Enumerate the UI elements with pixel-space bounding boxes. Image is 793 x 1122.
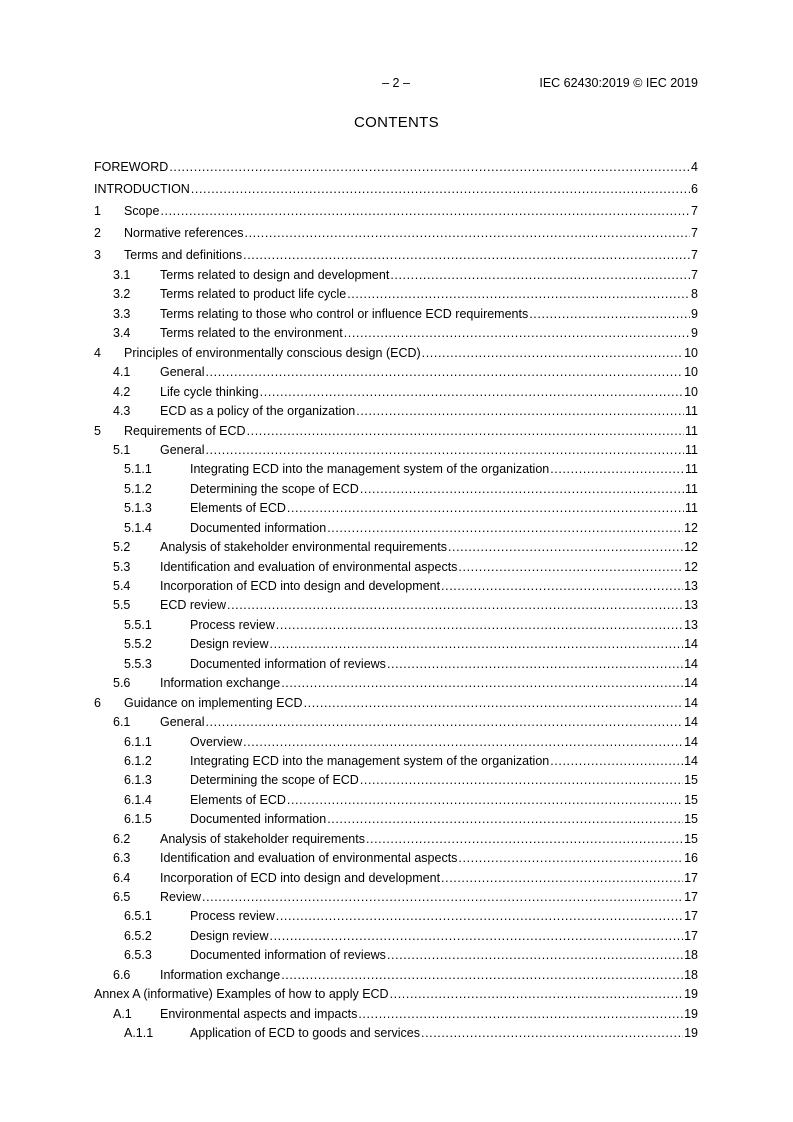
toc-entry[interactable] xyxy=(94,156,698,178)
toc-entry-page: 10 xyxy=(684,384,698,399)
toc-entry-number: 5.5.2 xyxy=(124,637,152,652)
page-header xyxy=(94,76,698,92)
toc-entry[interactable] xyxy=(94,363,698,382)
toc-entry[interactable] xyxy=(94,771,698,790)
toc-entry[interactable] xyxy=(94,849,698,868)
toc-entry[interactable] xyxy=(94,635,698,654)
toc-entry-title: Elements of ECD xyxy=(190,792,286,807)
toc-entry-page: 15 xyxy=(684,831,698,846)
toc-entry[interactable] xyxy=(94,655,698,674)
toc-leader-dots xyxy=(441,869,683,888)
toc-entry-title: ECD review xyxy=(160,598,226,613)
toc-entry-page: 19 xyxy=(684,1026,698,1041)
toc-entry-number: 6.1.3 xyxy=(124,773,152,788)
toc-entry-title: Elements of ECD xyxy=(190,501,286,516)
toc-entry-title: Design review xyxy=(190,637,269,652)
toc-leader-dots xyxy=(205,713,683,732)
toc-entry-title: Analysis of stakeholder environmental requirements xyxy=(160,540,447,555)
toc-entry[interactable] xyxy=(94,441,698,460)
toc-entry[interactable] xyxy=(94,499,698,518)
toc-leader-dots xyxy=(344,324,690,343)
toc-entry-number: 5.1.1 xyxy=(124,462,152,477)
toc-entry-page: 13 xyxy=(684,598,698,613)
toc-entry-page: 14 xyxy=(684,656,698,671)
toc-entry-title: General xyxy=(160,365,205,380)
toc-leader-dots xyxy=(390,266,690,285)
toc-entry[interactable] xyxy=(94,616,698,635)
toc-entry-title: Determining the scope of ECD xyxy=(190,773,359,788)
toc-entry-number: 4.3 xyxy=(113,404,131,419)
toc-entry[interactable] xyxy=(94,791,698,810)
toc-entry-number: 6 xyxy=(94,695,101,710)
toc-entry[interactable] xyxy=(94,558,698,577)
toc-leader-dots xyxy=(356,402,684,421)
toc-entry-page: 11 xyxy=(685,442,698,457)
toc-entry-number: 5.1.3 xyxy=(124,501,152,516)
toc-entry[interactable] xyxy=(94,538,698,557)
toc-entry-page: 12 xyxy=(684,559,698,574)
toc-leader-dots xyxy=(281,966,683,985)
table-of-contents xyxy=(94,156,698,1044)
toc-entry[interactable] xyxy=(94,1024,698,1043)
toc-leader-dots xyxy=(550,752,683,771)
toc-entry-page: 11 xyxy=(685,501,698,516)
toc-entry-number: 3.2 xyxy=(113,287,131,302)
toc-entry-number: 5.5.3 xyxy=(124,656,152,671)
toc-entry[interactable] xyxy=(94,694,698,713)
toc-entry-page: 14 xyxy=(684,753,698,768)
toc-leader-dots xyxy=(227,596,683,615)
toc-leader-dots xyxy=(529,305,690,324)
toc-entry-page: 8 xyxy=(691,287,698,302)
toc-entry-number: 5.1 xyxy=(113,442,131,457)
toc-entry-page: 16 xyxy=(684,851,698,866)
toc-entry-page: 15 xyxy=(684,773,698,788)
toc-entry-number: 1 xyxy=(94,204,101,218)
toc-entry[interactable] xyxy=(94,869,698,888)
toc-entry-number: 5.2 xyxy=(113,540,131,555)
toc-entry-page: 15 xyxy=(684,812,698,827)
toc-entry-title: Documented information xyxy=(190,520,327,535)
toc-entry-page: 9 xyxy=(691,306,698,321)
toc-entry-number: 4.2 xyxy=(113,384,131,399)
copyright-notice: IEC 62430:2019 © IEC 2019 xyxy=(539,76,698,90)
toc-entry-title: Documented information xyxy=(190,812,327,827)
toc-entry-page: 13 xyxy=(684,579,698,593)
toc-leader-dots xyxy=(276,616,683,635)
toc-entry-number: 5.1.4 xyxy=(124,520,152,535)
toc-entry-page: 11 xyxy=(685,481,698,496)
toc-entry-number: 6.1.1 xyxy=(124,734,152,749)
toc-entry[interactable] xyxy=(94,402,698,421)
toc-entry[interactable] xyxy=(94,422,698,441)
toc-leader-dots xyxy=(448,538,683,557)
toc-entry-page: 19 xyxy=(684,1006,698,1021)
toc-entry-title: INTRODUCTION xyxy=(94,182,190,196)
toc-entry[interactable] xyxy=(94,285,698,304)
toc-entry-page: 9 xyxy=(691,326,698,341)
toc-entry-page: 11 xyxy=(685,404,698,419)
toc-entry-number: 5.3 xyxy=(113,559,131,574)
toc-entry-title: Integrating ECD into the management system of the organization xyxy=(190,753,550,768)
toc-entry-title: Information exchange xyxy=(160,967,281,982)
toc-entry-title: Incorporation of ECD into design and development xyxy=(160,870,441,885)
toc-entry-page: 14 xyxy=(684,715,698,730)
toc-entry[interactable] xyxy=(94,244,698,266)
toc-entry-number: 6.1.4 xyxy=(124,792,152,807)
toc-entry-page: 7 xyxy=(691,248,698,262)
toc-leader-dots xyxy=(304,694,684,713)
toc-entry-title: Process review xyxy=(190,909,275,924)
toc-entry-number: 6.4 xyxy=(113,870,131,885)
toc-leader-dots xyxy=(276,907,683,926)
toc-entry-page: 17 xyxy=(684,928,698,943)
toc-entry-title: Terms related to the environment xyxy=(160,326,343,341)
toc-entry[interactable] xyxy=(94,222,698,244)
toc-entry-title: Analysis of stakeholder requirements xyxy=(160,831,365,846)
toc-entry-page: 14 xyxy=(684,637,698,652)
toc-leader-dots xyxy=(287,499,684,518)
toc-entry[interactable] xyxy=(94,985,698,1004)
toc-entry-title: Terms related to design and development xyxy=(160,268,390,282)
toc-entry-title: ECD as a policy of the organization xyxy=(160,404,356,419)
toc-leader-dots xyxy=(247,422,684,441)
toc-entry-number: 5.5.1 xyxy=(124,617,152,632)
toc-entry-number: 6.1.2 xyxy=(124,753,152,768)
toc-entry-title: Integrating ECD into the management system of the organization xyxy=(190,462,550,477)
toc-entry-page: 17 xyxy=(684,870,698,885)
toc-entry-number: 5.6 xyxy=(113,676,131,691)
toc-entry-number: 3.1 xyxy=(113,268,131,282)
toc-entry[interactable] xyxy=(94,519,698,538)
toc-entry-title: Terms relating to those who control or influence ECD requirements xyxy=(160,306,529,321)
toc-entry-number: 6.5.3 xyxy=(124,948,152,963)
toc-entry-title: Information exchange xyxy=(160,676,281,691)
toc-entry-page: 7 xyxy=(691,226,698,240)
toc-entry-title: Guidance on implementing ECD xyxy=(124,695,303,710)
toc-entry[interactable] xyxy=(94,674,698,693)
toc-entry-number: 4.1 xyxy=(113,365,131,380)
toc-leader-dots xyxy=(205,363,683,382)
toc-entry-title: General xyxy=(160,715,205,730)
toc-leader-dots xyxy=(387,946,683,965)
toc-leader-dots xyxy=(421,1024,683,1043)
toc-leader-dots xyxy=(458,558,683,577)
toc-leader-dots xyxy=(550,460,684,479)
toc-leader-dots xyxy=(205,441,684,460)
toc-entry-page: 10 xyxy=(684,365,698,380)
toc-leader-dots xyxy=(169,156,690,178)
toc-entry-title: Documented information of reviews xyxy=(190,656,386,671)
toc-entry-number: 6.6 xyxy=(113,967,131,982)
toc-entry-page: 10 xyxy=(684,345,698,360)
toc-entry-title: Incorporation of ECD into design and development xyxy=(160,579,441,593)
toc-entry-page: 11 xyxy=(685,462,698,477)
toc-entry-number: A.1.1 xyxy=(124,1026,154,1041)
toc-entry-title: FOREWORD xyxy=(94,160,169,174)
toc-entry-page: 18 xyxy=(684,967,698,982)
toc-leader-dots xyxy=(327,519,683,538)
toc-entry-page: 7 xyxy=(691,268,698,282)
toc-leader-dots xyxy=(327,810,683,829)
toc-entry-title: Terms related to product life cycle xyxy=(160,287,347,302)
toc-entry-title: Environmental aspects and impacts xyxy=(160,1006,358,1021)
toc-entry-title: Identification and evaluation of environmental aspects xyxy=(160,559,458,574)
toc-entry[interactable] xyxy=(94,733,698,752)
toc-entry-number: 6.5 xyxy=(113,890,131,904)
toc-entry[interactable] xyxy=(94,596,698,615)
toc-leader-dots xyxy=(358,1005,683,1024)
toc-entry-title: Review xyxy=(160,890,201,904)
toc-entry[interactable] xyxy=(94,383,698,402)
toc-entry-number: 5.1.2 xyxy=(124,481,152,496)
toc-leader-dots xyxy=(287,791,683,810)
toc-entry-title: Normative references xyxy=(124,226,244,240)
toc-entry-page: 11 xyxy=(685,423,698,438)
toc-leader-dots xyxy=(260,383,683,402)
toc-entry-page: 17 xyxy=(684,909,698,924)
toc-leader-dots xyxy=(347,285,690,304)
toc-entry-title: Determining the scope of ECD xyxy=(190,481,359,496)
toc-entry[interactable] xyxy=(94,907,698,926)
toc-leader-dots xyxy=(270,927,684,946)
toc-entry-title: Process review xyxy=(190,617,275,632)
toc-entry-title: Documented information of reviews xyxy=(190,948,386,963)
toc-entry-page: 13 xyxy=(684,617,698,632)
toc-entry-number: 6.1 xyxy=(113,715,131,730)
toc-entry-title: Annex A (informative) Examples of how to apply ECD xyxy=(94,987,389,1002)
toc-leader-dots xyxy=(243,244,690,266)
toc-entry[interactable] xyxy=(94,305,698,324)
toc-leader-dots xyxy=(191,178,690,200)
toc-entry-title: Life cycle thinking xyxy=(160,384,259,399)
toc-entry-number: 4 xyxy=(94,345,101,360)
toc-entry-title: General xyxy=(160,442,205,457)
toc-entry-number: 6.5.2 xyxy=(124,928,152,943)
toc-entry-title: Application of ECD to goods and services xyxy=(190,1026,420,1041)
toc-entry[interactable] xyxy=(94,178,698,200)
toc-entry-number: 3 xyxy=(94,248,101,262)
toc-entry-number: A.1 xyxy=(113,1006,132,1021)
toc-entry-page: 7 xyxy=(691,204,698,218)
toc-entry-title: Terms and definitions xyxy=(124,248,243,262)
toc-leader-dots xyxy=(366,830,683,849)
toc-entry[interactable] xyxy=(94,324,698,343)
toc-entry-page: 12 xyxy=(684,540,698,555)
toc-entry[interactable] xyxy=(94,713,698,732)
toc-entry[interactable] xyxy=(94,830,698,849)
toc-entry-page: 15 xyxy=(684,792,698,807)
toc-entry-number: 6.5.1 xyxy=(124,909,152,924)
toc-leader-dots xyxy=(458,849,683,868)
toc-leader-dots xyxy=(387,655,683,674)
toc-entry[interactable] xyxy=(94,752,698,771)
toc-entry-number: 6.1.5 xyxy=(124,812,152,827)
page-number: – 2 – xyxy=(382,76,410,90)
toc-entry[interactable] xyxy=(94,200,698,222)
toc-entry-title: Requirements of ECD xyxy=(124,423,246,438)
toc-entry[interactable] xyxy=(94,966,698,985)
toc-entry-page: 12 xyxy=(684,520,698,535)
toc-entry-title: Principles of environmentally conscious design (ECD) xyxy=(124,345,421,360)
toc-leader-dots xyxy=(390,985,684,1004)
toc-entry[interactable] xyxy=(94,1005,698,1024)
contents-title: CONTENTS xyxy=(354,114,439,131)
toc-entry-page: 14 xyxy=(684,695,698,710)
toc-entry[interactable] xyxy=(94,577,698,596)
toc-entry-page: 4 xyxy=(691,160,698,174)
toc-entry[interactable] xyxy=(94,460,698,479)
toc-entry[interactable] xyxy=(94,946,698,965)
toc-entry-page: 18 xyxy=(684,948,698,963)
toc-entry-page: 19 xyxy=(684,987,698,1002)
toc-leader-dots xyxy=(202,888,683,907)
toc-entry-page: 6 xyxy=(691,182,698,196)
toc-entry[interactable] xyxy=(94,888,698,907)
toc-leader-dots xyxy=(360,771,683,790)
toc-entry-number: 3.3 xyxy=(113,306,131,321)
toc-entry-number: 5 xyxy=(94,423,101,438)
toc-leader-dots xyxy=(422,344,683,363)
toc-entry-number: 5.5 xyxy=(113,598,131,613)
toc-entry-number: 6.3 xyxy=(113,851,131,866)
toc-entry-page: 14 xyxy=(684,676,698,691)
toc-entry-title: Design review xyxy=(190,928,269,943)
toc-entry-number: 5.4 xyxy=(113,579,131,593)
toc-entry[interactable] xyxy=(94,344,698,363)
toc-leader-dots xyxy=(270,635,684,654)
toc-entry-page: 17 xyxy=(684,890,698,904)
toc-entry[interactable] xyxy=(94,927,698,946)
toc-leader-dots xyxy=(243,733,683,752)
toc-entry[interactable] xyxy=(94,266,698,285)
toc-leader-dots xyxy=(281,674,683,693)
toc-entry-number: 2 xyxy=(94,226,101,240)
toc-entry-page: 14 xyxy=(684,734,698,749)
toc-leader-dots xyxy=(441,577,683,596)
toc-entry[interactable] xyxy=(94,810,698,829)
toc-entry-title: Scope xyxy=(124,204,160,218)
toc-leader-dots xyxy=(160,200,690,222)
toc-entry-number: 6.2 xyxy=(113,831,131,846)
toc-entry-title: Identification and evaluation of environmental aspects xyxy=(160,851,458,866)
toc-entry[interactable] xyxy=(94,480,698,499)
toc-entry-title: Overview xyxy=(190,734,243,749)
toc-entry-number: 3.4 xyxy=(113,326,131,341)
toc-leader-dots xyxy=(245,222,691,244)
toc-leader-dots xyxy=(360,480,684,499)
